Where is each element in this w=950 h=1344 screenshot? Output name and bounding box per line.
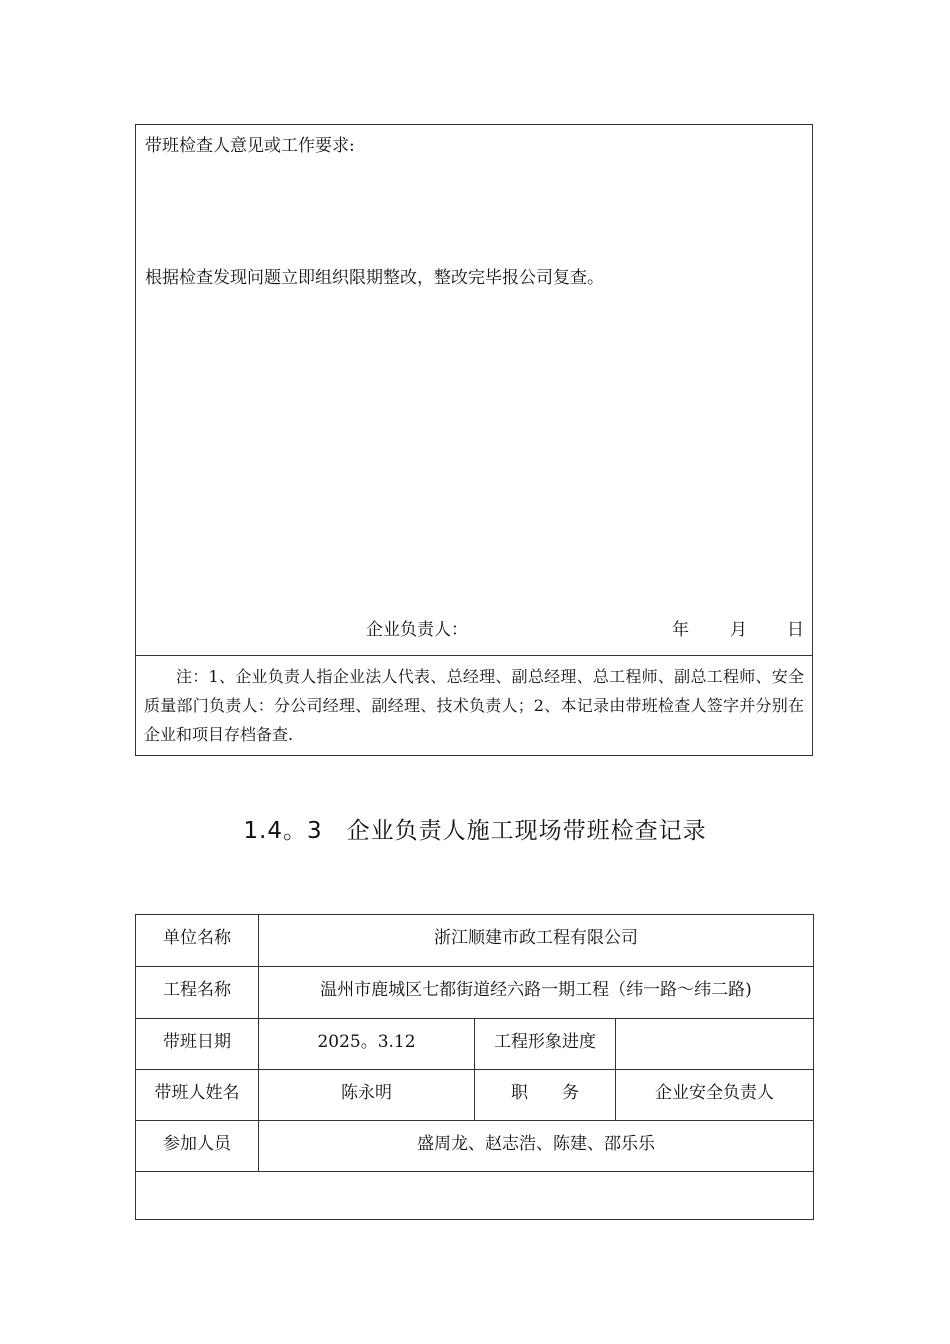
leader-name-label: 带班人姓名: [136, 1070, 259, 1121]
table-row: [136, 915, 814, 967]
table-row: [136, 1121, 814, 1172]
table-row: [136, 1019, 814, 1070]
unit-name-value: 浙江顺建市政工程有限公司: [259, 915, 814, 967]
signer-label: 企业负责人：: [366, 620, 468, 640]
position-label: 职 务: [475, 1070, 616, 1121]
participants-label: 参加人员: [136, 1121, 259, 1172]
year-label: 年: [672, 620, 689, 640]
opinion-content: 根据检查发现问题立即组织限期整改，整改完毕报公司复查。: [145, 268, 604, 288]
progress-value: [616, 1019, 814, 1070]
project-name-value: 温州市鹿城区七都街道经六路一期工程（纬一路～纬二路): [259, 967, 814, 1019]
project-name-label: 工程名称: [136, 967, 259, 1019]
progress-label: 工程形象进度: [475, 1019, 616, 1070]
empty-row: [136, 1172, 814, 1220]
table-row: [136, 1070, 814, 1121]
duty-date-value: 2025。3.12: [259, 1019, 475, 1070]
opinion-section: [136, 125, 812, 656]
table-row: [136, 1172, 814, 1220]
leader-name-value: 陈永明: [259, 1070, 475, 1121]
footnote: 注：1、企业负责人指企业法人代表、总经理、副总经理、总工程师、副总工程师、安全质量部门负责人：分公司经理、副经理、技术负责人；2、本记录由带班检查人签字并分别在企业和项目存档备查.: [144, 667, 804, 744]
day-label: 日: [787, 620, 804, 640]
table-row: [136, 967, 814, 1019]
inspection-info-table: [135, 914, 814, 1220]
unit-name-label: 单位名称: [136, 915, 259, 967]
opinion-label: 带班检查人意见或工作要求:: [145, 136, 355, 156]
inspection-opinion-box: [135, 124, 813, 756]
participants-value: 盛周龙、赵志浩、陈建、邵乐乐: [259, 1121, 814, 1172]
duty-date-label: 带班日期: [136, 1019, 259, 1070]
section-heading: 1.4。3 企业负责人施工现场带班检查记录: [243, 818, 707, 844]
position-value: 企业安全负责人: [616, 1070, 814, 1121]
month-label: 月: [730, 620, 747, 640]
